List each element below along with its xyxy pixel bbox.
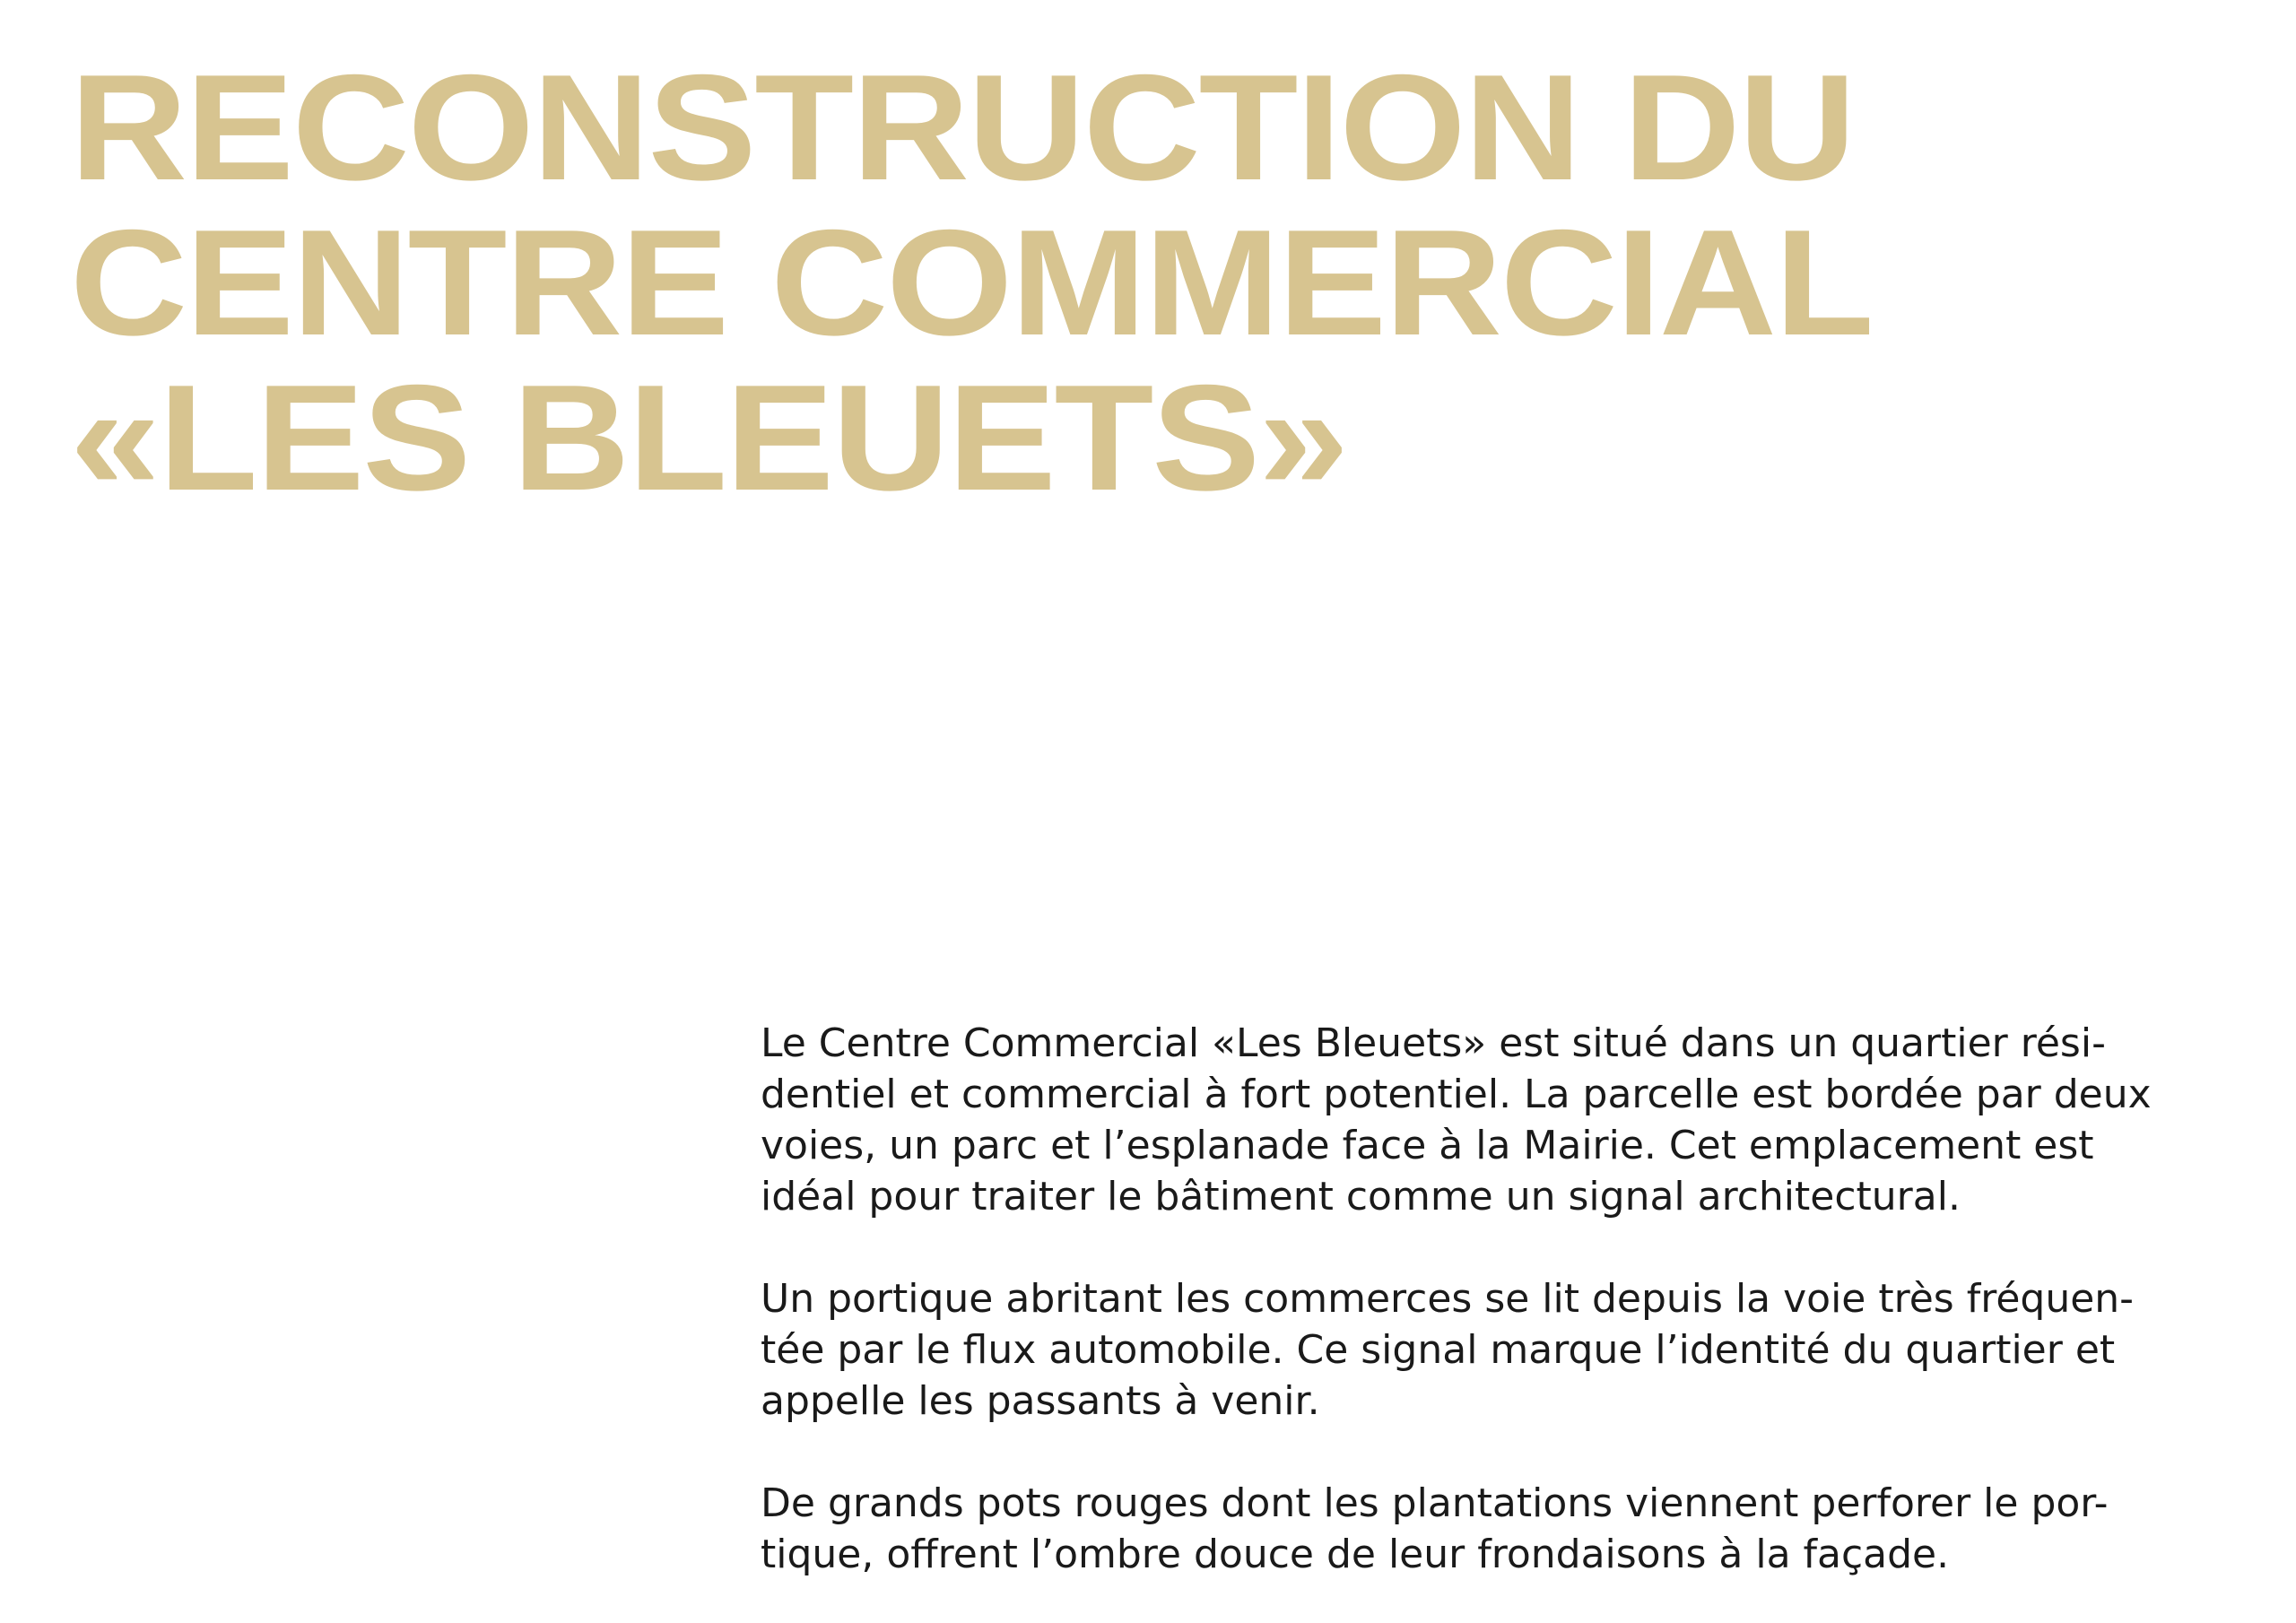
text-line: tique, offrent l’ombre douce de leur frondaisons à la façade.: [761, 1532, 1950, 1577]
paragraph-3: [761, 1478, 2231, 1580]
paragraph-1: [761, 1018, 2231, 1222]
paragraph-2: [761, 1273, 2231, 1427]
text-line: Un portique abritant les commerces se lit depuis la voie très fréquen-: [761, 1276, 2135, 1322]
text-line: De grands pots rouges dont les plantations viennent perforer le por-: [761, 1480, 2109, 1526]
page-title: [70, 43, 1873, 522]
text-line: appelle les passants à venir.: [761, 1378, 1320, 1424]
title-line: RECONSTRUCTION DU: [70, 43, 1855, 212]
text-line: dentiel et commercial à fort potentiel. La parcelle est bordée par deux: [761, 1072, 2152, 1117]
title-line: «LES BLEUETS»: [70, 353, 1347, 522]
text-line: idéal pour traiter le bâtiment comme un signal architectural.: [761, 1174, 1961, 1219]
text-line: Le Centre Commercial «Les Bleuets» est situé dans un quartier rési-: [761, 1020, 2106, 1066]
text-line: voies, un parc et l’esplanade face à la Mairie. Cet emplacement est: [761, 1123, 2094, 1168]
title-line: CENTRE COMMERCIAL: [70, 198, 1873, 367]
text-line: tée par le flux automobile. Ce signal marque l’identité du quartier et: [761, 1327, 2116, 1373]
body-text: [761, 1018, 2231, 1580]
